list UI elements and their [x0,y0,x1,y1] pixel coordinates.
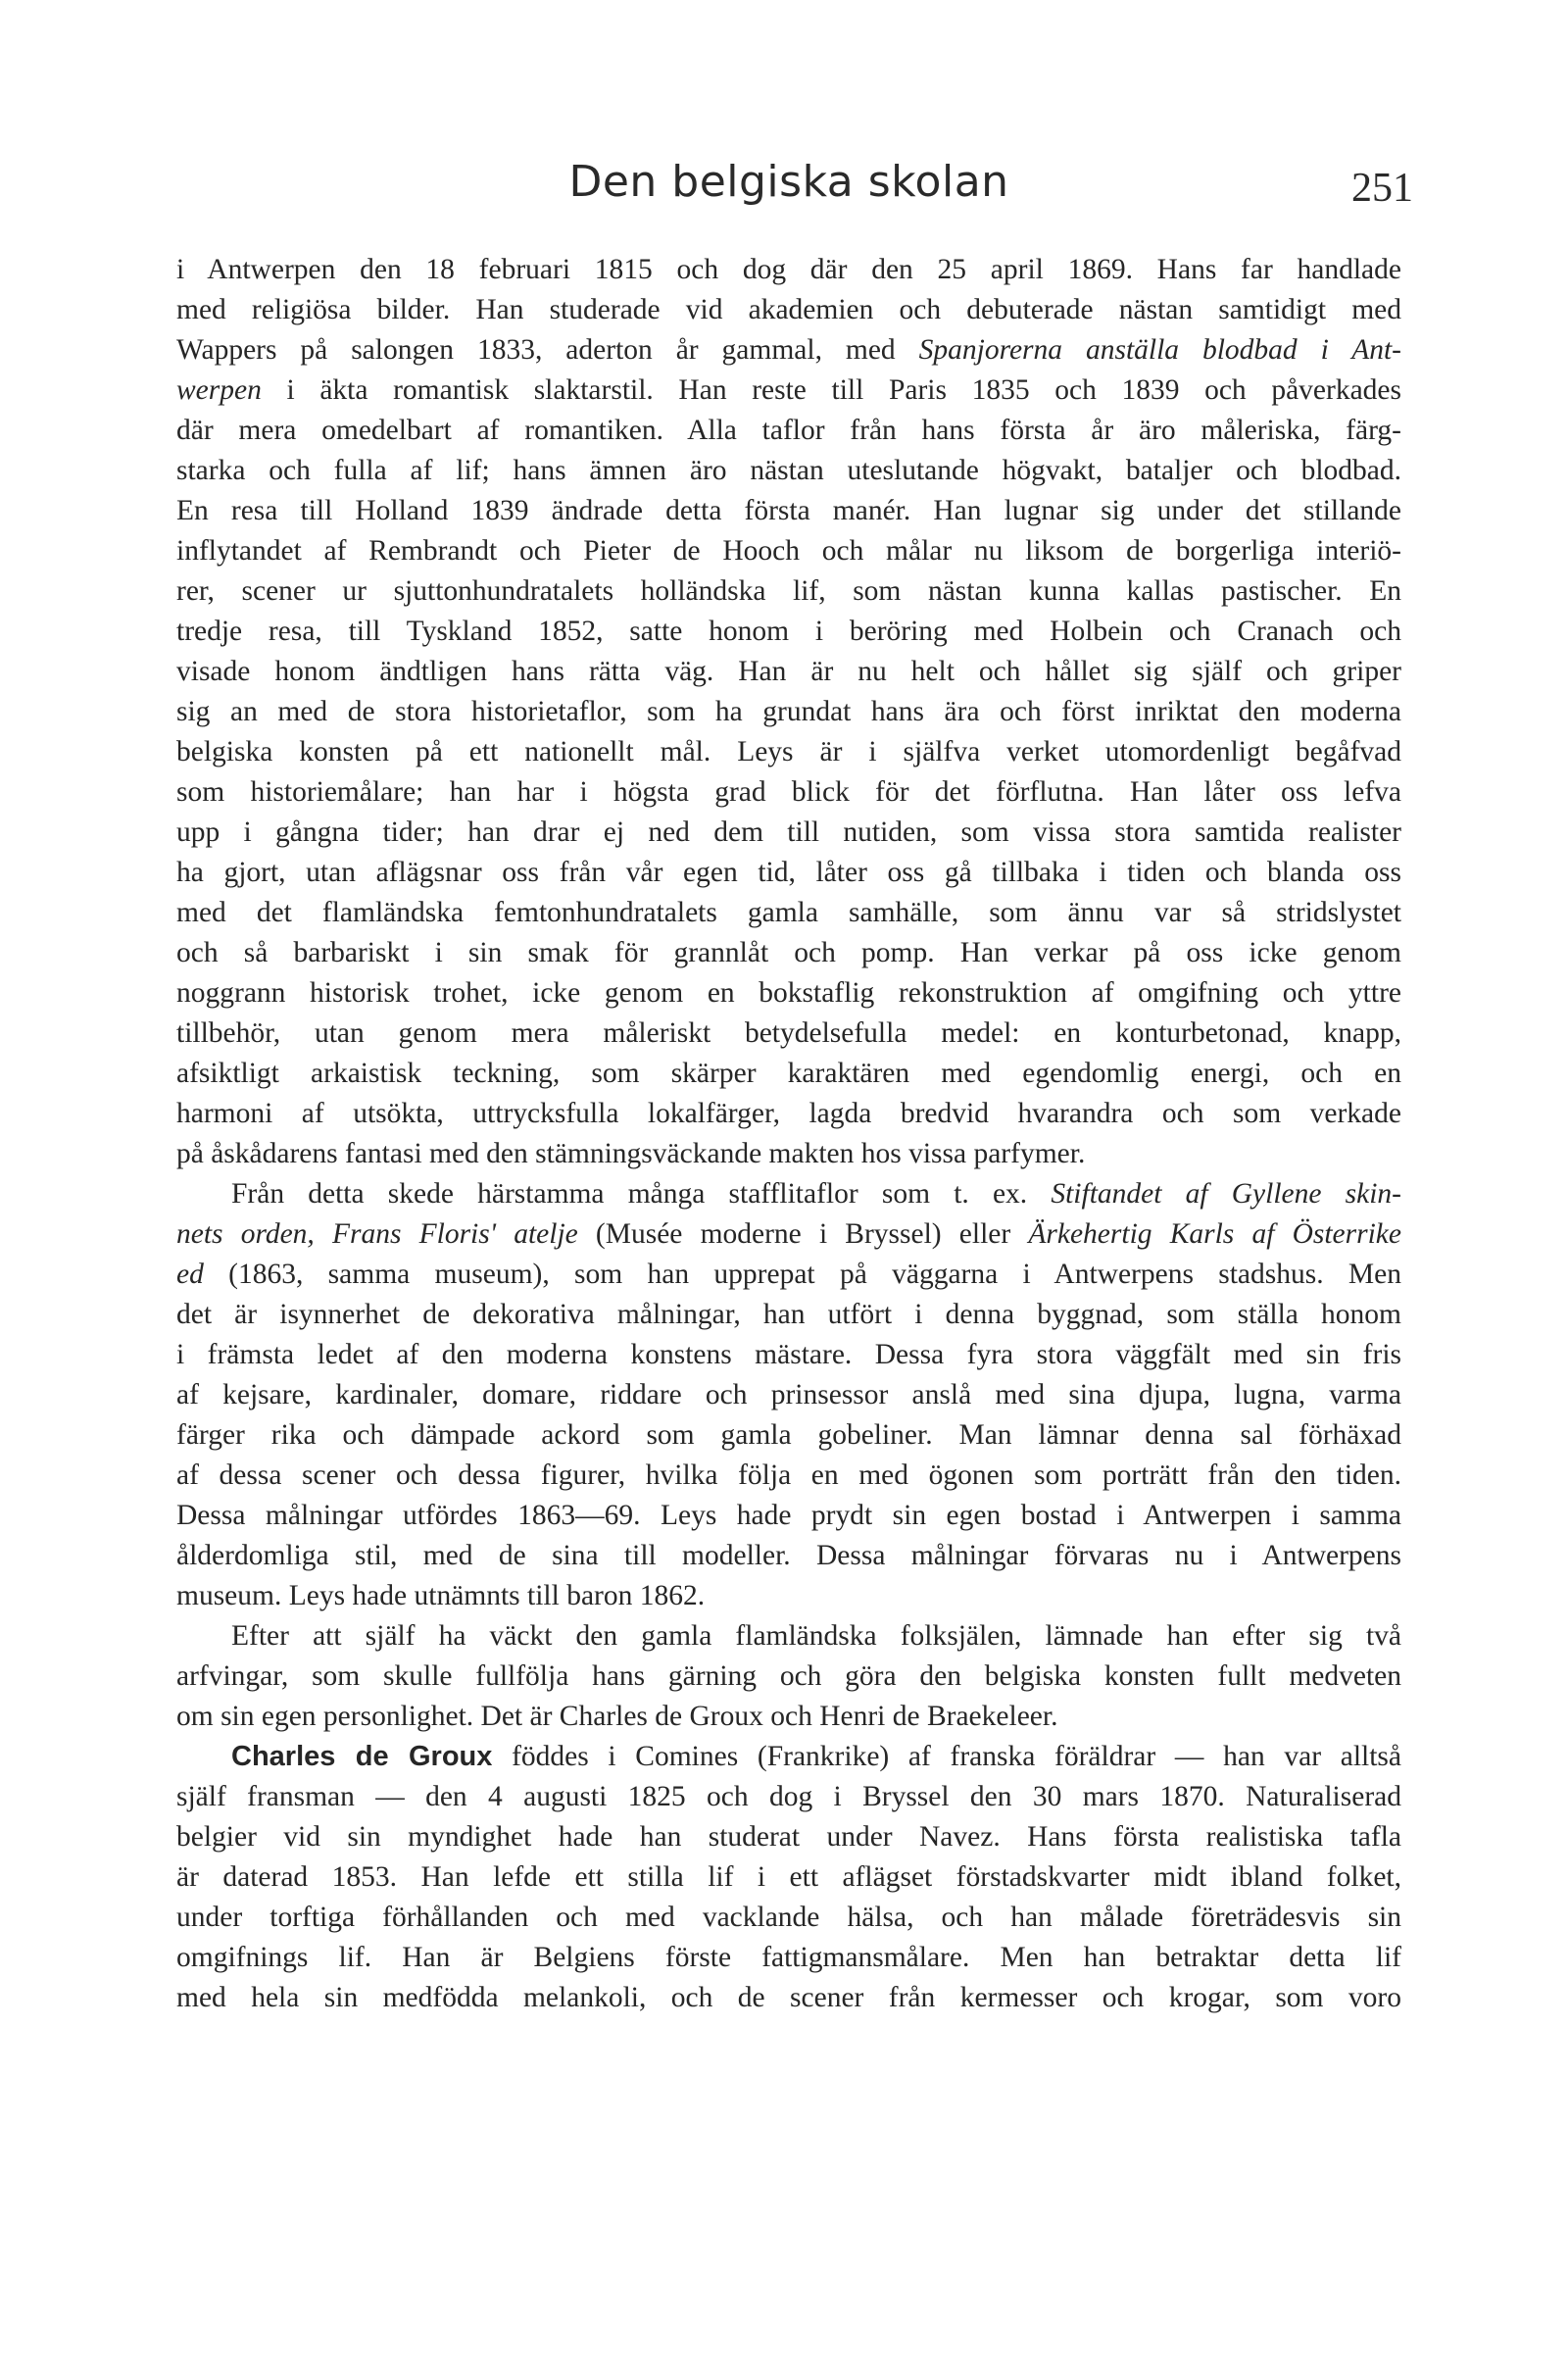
text-segment: (Musée moderne i Bryssel) eller [577,1218,1029,1250]
text-segment: i främsta ledet af den moderna konstens mästare. Dessa fyra stora väggfält med sin fris [176,1339,1401,1370]
text-segment: det är isynnerhet de dekorativa målningar, han utfört i denna byggnad, som ställa honom [176,1299,1401,1330]
text-line [176,973,1401,1014]
text-line [176,531,1401,571]
text-segment: tredje resa, till Tyskland 1852, satte honom i beröring med Holbein och Cranach och [176,616,1401,647]
italic-title: nets orden, Frans Floris' atelje [176,1218,578,1250]
text-segment: ha gjort, utan aflägsnar oss från vår egen tid, låter oss gå tillbaka i tiden och blanda oss [176,857,1401,888]
text-segment: färger rika och dämpade ackord som gamla gobeliner. Man lämnar denna sal förhäxad [176,1419,1401,1451]
text-segment: med hela sin medfödda melankoli, och de scener från kermesser och krogar, som voro [176,1982,1401,2013]
text-segment: arfvingar, som skulle fullfölja hans gärning och göra den belgiska konsten fullt medveten [176,1660,1401,1692]
text-segment: på åskådarens fantasi med den stämningsväckande makten hos vissa parfymer. [176,1138,1086,1169]
text-segment: af dessa scener och dessa figurer, hvilka följa en med ögonen som porträtt från den tiden. [176,1459,1401,1491]
text-line [176,1174,1401,1214]
text-line [176,1375,1401,1415]
text-line [176,692,1401,732]
text-line [176,1978,1401,2018]
text-segment: tillbehör, utan genom mera måleriskt betydelsefulla medel: en konturbetonad, knapp, [176,1017,1401,1049]
text-line [176,1456,1401,1496]
text-line [176,491,1401,531]
text-line [176,1134,1401,1174]
text-line [176,1657,1401,1697]
italic-title: werpen [176,374,262,406]
italic-title: Ärkehertig Karls af Österrike [1028,1218,1401,1250]
text-line [176,1496,1401,1536]
text-segment: och så barbariskt i sin smak för grannlåt och pomp. Han verkar på oss icke genom [176,937,1401,968]
text-line [176,1697,1401,1737]
text-segment: visade honom ändtligen hans rätta väg. Han är nu helt och hållet sig själf och griper [176,656,1401,687]
text-segment: omgifnings lif. Han är Belgiens förste fattigmansmålare. Men han betraktar detta lif [176,1942,1401,1973]
text-segment: af kejsare, kardinaler, domare, riddare och prinsessor anslå med sina djupa, lugna, varma [176,1379,1401,1410]
text-segment: med det flamländska femtonhundratalets gamla samhälle, som ännu var så stridslystet [176,897,1401,928]
text-line [176,290,1401,330]
text-line [176,1857,1401,1898]
text-segment: under torftiga förhållanden och med vacklande hälsa, och han målade företrädesvis sin [176,1902,1401,1933]
text-segment: harmoni af utsökta, uttrycksfulla lokalfärger, lagda bredvid hvarandra och som verkade [176,1098,1401,1129]
text-segment: där mera omedelbart af romantiken. Alla taflor från hans första år äro måleriska, färg- [176,415,1401,446]
text-segment: inflytandet af Rembrandt och Pieter de Hooch och målar nu liksom de borgerliga interiö- [176,535,1401,567]
body-text [176,250,1401,2018]
text-segment: noggrann historisk trohet, icke genom en bokstaflig rekonstruktion af omgifning och yttre [176,977,1401,1009]
text-line [176,853,1401,893]
text-line [176,451,1401,491]
italic-title: ed [176,1259,204,1290]
text-line [176,1536,1401,1576]
text-line [176,1295,1401,1335]
text-line [176,1898,1401,1938]
page-number: 251 [1351,166,1413,211]
text-segment: afsiktligt arkaistisk teckning, som skärper karaktären med egendomlig energi, och en [176,1058,1401,1089]
text-segment: rer, scener ur sjuttonhundratalets holländska lif, som nästan kunna kallas pastischer. En [176,575,1401,607]
text-segment: i Antwerpen den 18 februari 1815 och dog där den 25 april 1869. Hans far handlade [176,254,1401,285]
text-segment: ålderdomliga stil, med de sina till modeller. Dessa målningar förvaras nu i Antwerpens [176,1540,1401,1571]
text-line [176,1737,1401,1777]
text-line [176,1054,1401,1094]
text-segment: (1863, samma museum), som han upprepat på väggarna i Antwerpens stadshus. Men [203,1259,1401,1290]
italic-title: Spanjorerna anställa blodbad i Ant- [918,334,1401,366]
text-segment: Wappers på salongen 1833, aderton år gammal, med [176,334,919,366]
text-line [176,1014,1401,1054]
text-line [176,1576,1401,1616]
text-segment: museum. Leys hade utnämnts till baron 1862. [176,1580,706,1611]
text-segment: sig an med de stora historietaflor, som ha grundat hans ära och först inriktat den moderna [176,696,1401,727]
text-segment: belgiska konsten på ett nationellt mål. Leys är i själfva verket utomordenligt begåfvad [176,736,1401,767]
text-line [176,652,1401,692]
text-line [176,1335,1401,1375]
text-segment: upp i gångna tider; han drar ej ned dem till nutiden, som vissa stora samtida realister [176,816,1401,848]
text-line [176,612,1401,652]
text-line [176,893,1401,933]
text-line [176,250,1401,290]
text-segment: Dessa målningar utfördes 1863—69. Leys hade prydt sin egen bostad i Antwerpen i samma [176,1500,1401,1531]
text-line [176,813,1401,853]
text-segment: Efter att själf ha väckt den gamla flamländska folksjälen, lämnade han efter sig två [231,1620,1401,1652]
text-line [176,1094,1401,1134]
text-line [176,1255,1401,1295]
text-line [176,1777,1401,1817]
bold-name: Charles de Groux [231,1741,493,1772]
text-segment: belgier vid sin myndighet hade han studerat under Navez. Hans första realistiska tafla [176,1821,1401,1853]
text-line [176,571,1401,612]
running-title: Den belgiska skolan [568,157,1009,207]
text-line [176,411,1401,451]
text-line [176,371,1401,411]
text-segment: föddes i Comines (Frankrike) af franska föräldrar — han var alltså [492,1741,1402,1772]
text-segment: Från detta skede härstamma många stafflitaflor som t. ex. [231,1178,1052,1210]
text-line [176,1214,1401,1255]
page-header [176,157,1413,225]
text-line [176,1616,1401,1657]
text-line [176,330,1401,371]
text-line [176,732,1401,772]
text-segment: som historiemålare; han har i högsta grad blick för det förflutna. Han låter oss lefva [176,776,1401,808]
text-segment: själf fransman — den 4 augusti 1825 och dog i Bryssel den 30 mars 1870. Naturaliserad [176,1781,1401,1812]
text-line [176,772,1401,813]
text-line [176,1817,1401,1857]
text-segment: En resa till Holland 1839 ändrade detta första manér. Han lugnar sig under det stillande [176,495,1401,526]
text-segment: i äkta romantisk slaktarstil. Han reste till Paris 1835 och 1839 och påverkades [261,374,1401,406]
italic-title: Stiftandet af Gyllene skin- [1051,1178,1401,1210]
text-line [176,1938,1401,1978]
text-segment: med religiösa bilder. Han studerade vid akademien och debuterade nästan samtidigt med [176,294,1401,325]
text-segment: är daterad 1853. Han lefde ett stilla lif i ett aflägset förstadskvarter midt ibland folket, [176,1861,1401,1893]
text-segment: om sin egen personlighet. Det är Charles de Groux och Henri de Braekeleer. [176,1701,1058,1732]
text-line [176,933,1401,973]
text-line [176,1415,1401,1456]
text-segment: starka och fulla af lif; hans ämnen äro nästan uteslutande högvakt, bataljer och blodbad. [176,455,1401,486]
